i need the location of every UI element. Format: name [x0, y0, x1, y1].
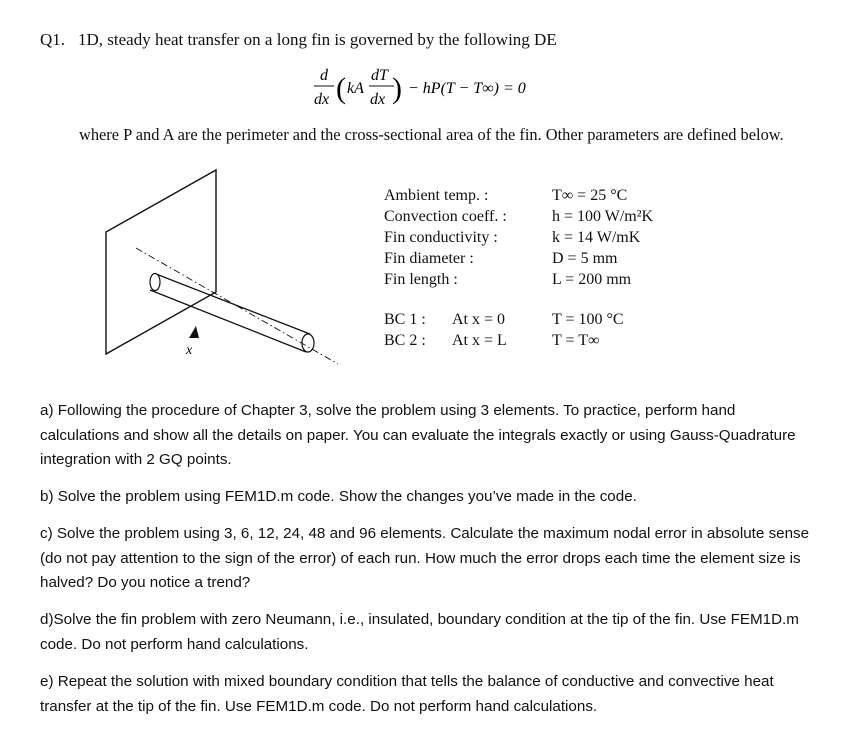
- question-number: Q1.: [40, 30, 66, 49]
- bc-names: [384, 309, 426, 351]
- wall: [106, 170, 216, 354]
- parameter-labels: [384, 185, 507, 290]
- param-label-length: Fin length :: [384, 271, 458, 288]
- param-label-convection: Convection coeff. :: [384, 208, 507, 225]
- param-label-diameter: Fin diameter :: [384, 250, 474, 267]
- x-axis-label: x: [186, 343, 193, 358]
- bc1-value: T = 100 °C: [552, 311, 624, 328]
- bc2-name: BC 2 :: [384, 332, 426, 349]
- bc-locations: [452, 309, 507, 351]
- bc-values: [552, 309, 624, 351]
- question-title: 1D, steady heat transfer on a long fin is governed by the following DE: [78, 30, 557, 49]
- param-label-ambient: Ambient temp. :: [384, 187, 489, 204]
- param-label-conductivity: Fin conductivity :: [384, 229, 498, 246]
- fin-bottom-edge: [150, 290, 306, 352]
- bc2-location: At x = L: [452, 332, 507, 349]
- eq-dT: dT: [371, 67, 388, 84]
- part-c: c) Solve the problem using 3, 6, 12, 24, 48 and 96 elements. Calculate the maximum nodal error in absolute sense (do not pay attention to the sign of the error) of each run. How much the error drops each time the element size is halved? Do you notice a trend?: [40, 525, 810, 591]
- part-a: a) Following the procedure of Chapter 3, solve the problem using 3 elements. To practice, perform hand calculations and show all the details on paper. You can evaluate the integrals exactly or using Gauss-Quadrature integration with 2 GQ points.: [40, 402, 796, 468]
- question-heading: [40, 30, 557, 50]
- bc1-name: BC 1 :: [384, 311, 426, 328]
- fin-base-ellipse: [150, 274, 160, 291]
- param-value-length: L = 200 mm: [552, 271, 632, 288]
- parameter-values: [552, 185, 653, 290]
- governing-equation: [312, 66, 572, 112]
- param-value-ambient: T∞ = 25 °C: [552, 187, 628, 204]
- description: where P and A are the perimeter and the cross-sectional area of the fin. Other parameters are defined below.: [79, 125, 784, 144]
- eq-d-top: d: [320, 67, 328, 84]
- eq-dx-bottom: dx: [314, 91, 330, 108]
- bc2-value: T = T∞: [552, 332, 600, 349]
- eq-kA: kA: [347, 80, 364, 97]
- x-axis-arrow-icon: [189, 326, 199, 338]
- param-value-conductivity: k = 14 W/mK: [552, 229, 641, 246]
- eq-dx-inner: dx: [370, 91, 386, 108]
- eq-paren-left: (: [336, 72, 346, 105]
- fin-figure: [100, 168, 360, 373]
- fin-diagram: [100, 168, 360, 368]
- part-d: d)Solve the fin problem with zero Neumann, i.e., insulated, boundary condition at the tip of the fin. Use FEM1D.m code. Do not perform hand calculations.: [40, 611, 799, 653]
- param-value-diameter: D = 5 mm: [552, 250, 618, 267]
- eq-rest: − hP(T − T∞) = 0: [408, 80, 526, 97]
- part-e: e) Repeat the solution with mixed boundary condition that tells the balance of conductive and convective heat transfer at the tip of the fin. Use FEM1D.m code. Do not perform hand calculations.: [40, 673, 774, 715]
- part-b: b) Solve the problem using FEM1D.m code. Show the changes you’ve made in the code.: [40, 488, 637, 505]
- bc1-location: At x = 0: [452, 311, 506, 328]
- param-value-convection: h = 100 W/m²K: [552, 208, 654, 225]
- eq-paren-right: ): [392, 72, 402, 105]
